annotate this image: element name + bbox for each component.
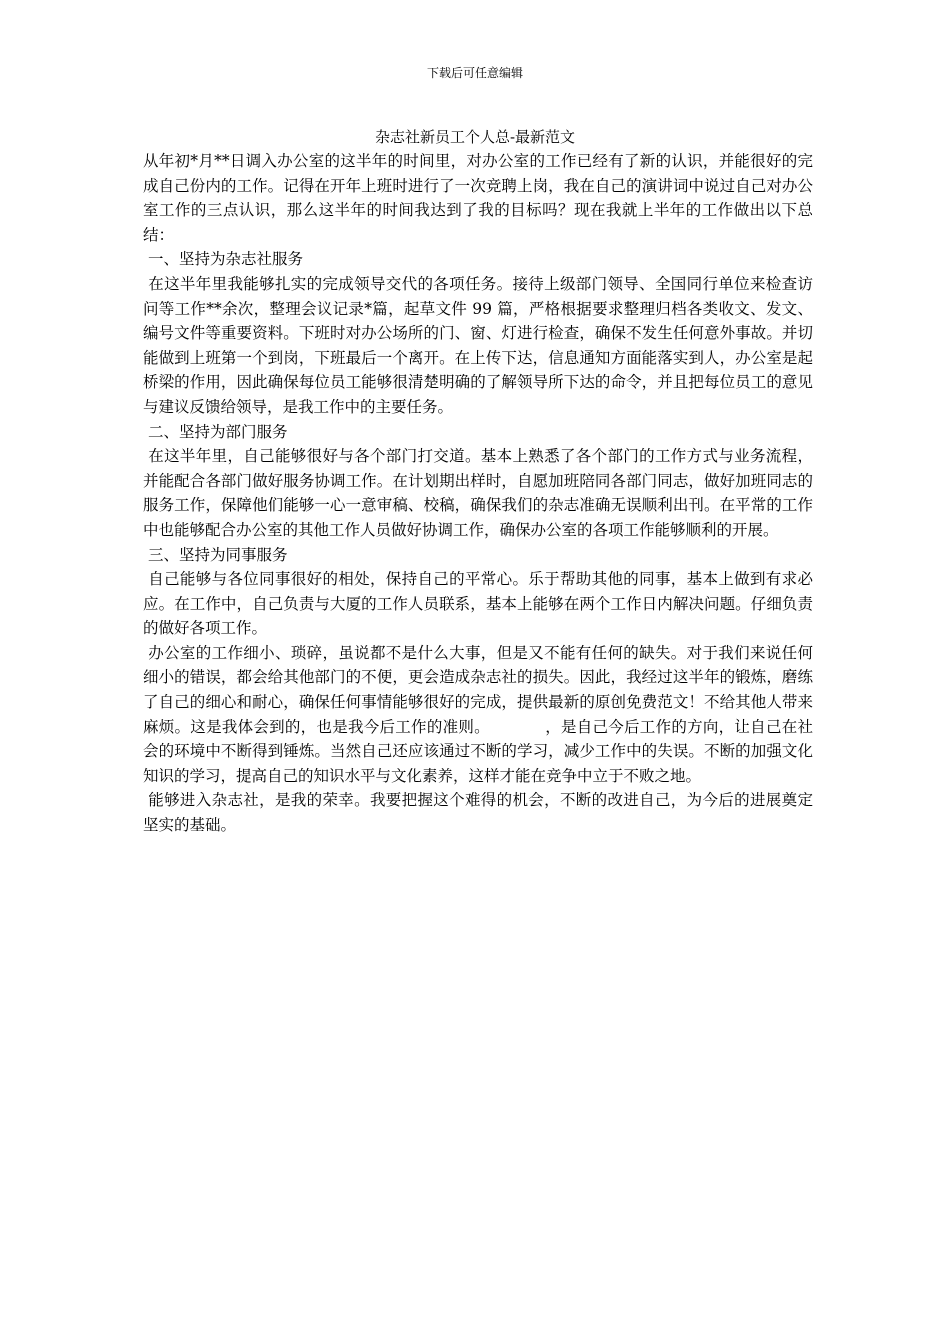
section-heading-2: 二、坚持为部门服务 bbox=[143, 422, 288, 441]
section-heading-3: 三、坚持为同事服务 bbox=[143, 545, 288, 564]
document-title: 杂志社新员工个人总-最新范文 bbox=[374, 128, 576, 146]
section-heading-1: 一、坚持为杂志社服务 bbox=[143, 250, 303, 269]
page-header: 下载后可任意编辑 bbox=[426, 66, 523, 80]
paragraph-section-3: 自己能够与各位同事很好的相处，保持自己的平常心。乐于帮助其他的同事，基本上做到有求必应。在工作中，自己负责与大厦的工作人员联系，基本上能够在两个工作日内解决问题。仔细负责的做好各项工作。 bbox=[143, 570, 813, 638]
paragraph-section-2: 在这半年里，自己能够很好与各个部门打交道。基本上熟悉了各个部门的工作方式与业务流程，并能配合各部门做好服务协调工作。在计划期出样时，自愿加班陪同各部门同志，做好加班同志的服务工作，保障他们能够一心一意审稿、校稿，确保我们的杂志准确无误顺利出刊。在平常的工作中也能够配合办公室的其他工作人员做好协调工作，确保办公室的各项工作能够顺利的开展。 bbox=[143, 447, 813, 539]
paragraph-intro: 从年初*月**日调入办公室的这半年的时间里，对办公室的工作已经有了新的认识，并能很好的完成自己份内的工作。记得在开年上班时进行了一次竞聘上岗，我在自己的演讲词中说过自己对办公室工作的三点认识，那么这半年的时间我达到了我的目标吗？现在我就上半年的工作做出以下总结： bbox=[143, 152, 813, 244]
paragraph-section-1: 在这半年里我能够扎实的完成领导交代的各项任务。接待上级部门领导、全国同行单位来检查访问等工作**余次，整理会议记录*篇，起草文件 99 篇，严格根据要求整理归档各类收文、发文、编号文件等重要资料。下班时对办公场所的门、窗、灯进行检查，确保不发生任何意外事故。并切能做到上班第一个到岗，下班最后一个离开。在上传下达，信息通知方面能落实到人，办公室是起桥梁的作用，因此确保每位员工能够很清楚明确的了解领导所下达的命令，并且把每位员工的意见与建议反馈给领导，是我工作中的主要任务。 bbox=[143, 274, 813, 416]
document-body bbox=[143, 149, 813, 838]
paragraph-conclusion: 能够进入杂志社，是我的荣幸。我要把握这个难得的机会，不断的改进自己，为今后的进展奠定坚实的基础。 bbox=[143, 791, 813, 835]
paragraph-reflection: 办公室的工作细小、琐碎，虽说都不是什么大事，但是又不能有任何的缺失。对于我们来说任何细小的错误，都会给其他部门的不便，更会造成杂志社的损失。因此，我经过这半年的锻炼，磨练了自己的细心和耐心，确保任何事情能够很好的完成，提供最新的原创免费范文！不给其他人带来麻烦。这是我体会到的，也是我今后工作的准则。 ，是自己今后工作的方向，让自己在社会的环境中不断得到锤炼。当然自己还应该通过不断的学习，减少工作中的失误。不断的加强文化知识的学习，提高自己的知识水平与文化素养，这样才能在竞争中立于不败之地。 bbox=[143, 643, 813, 785]
